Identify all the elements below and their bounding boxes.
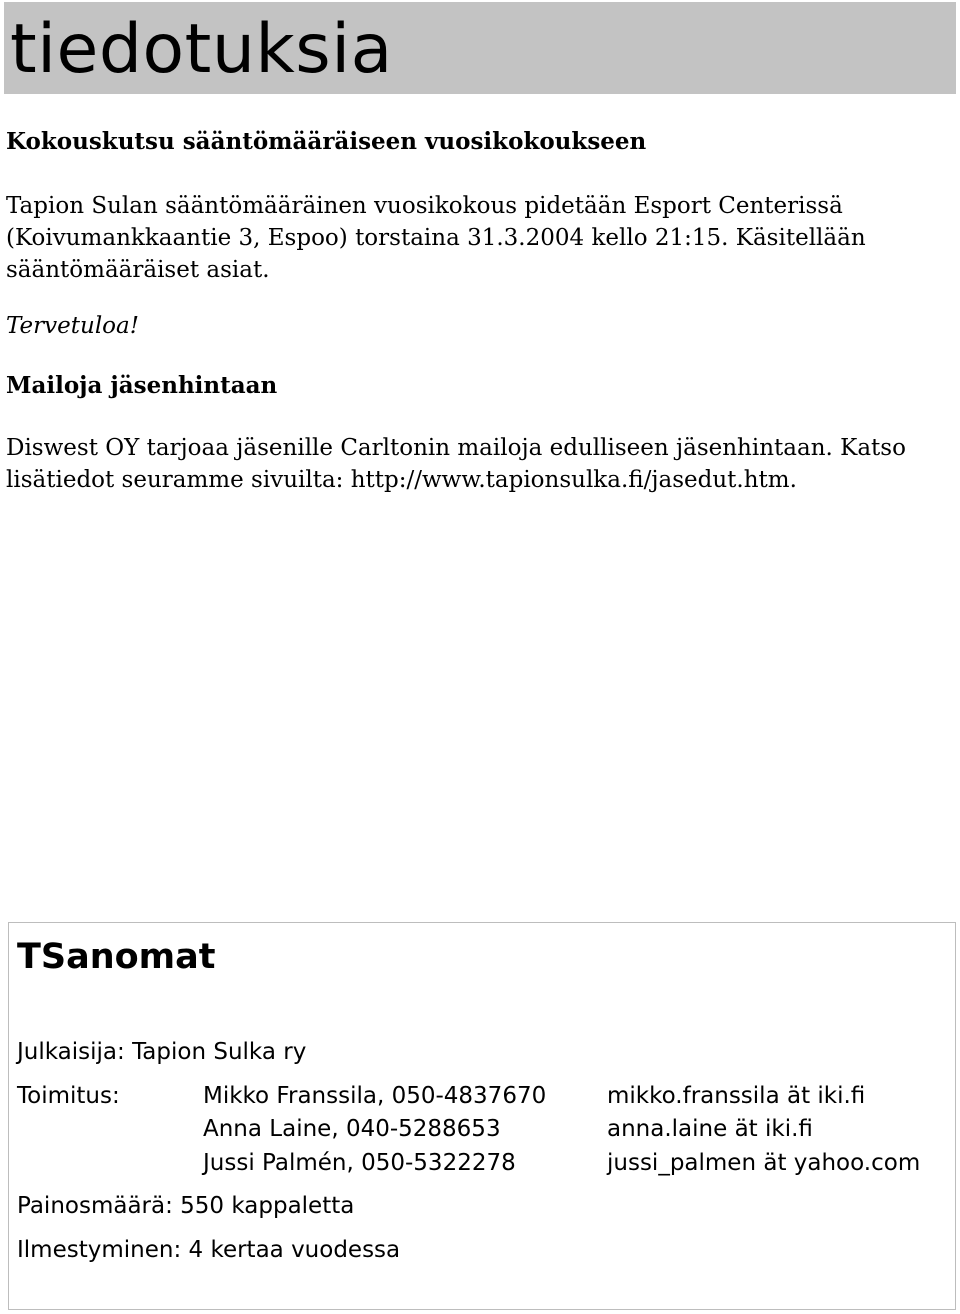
- editor-name-phone: Anna Laine, 040-5288653: [203, 1116, 501, 1142]
- colophon-box: [8, 922, 956, 1310]
- article-heading-meeting: Kokouskutsu sääntömääräiseen vuosikokoukseen: [6, 128, 647, 155]
- article-body-meeting: Tapion Sulan sääntömääräinen vuosikokous pidetään Esport Centerissä (Koivumankkaantie 3, Espoo) torstaina 31.3.2004 kello 21:15. Käsitellään sääntömääräiset asiat.: [6, 193, 866, 283]
- header-banner: [4, 2, 956, 94]
- article-closing-welcome: Tervetuloa!: [6, 313, 139, 339]
- editor-email: anna.laine ät iki.fi: [607, 1116, 813, 1142]
- print-run-line: Painosmäärä: 550 kappaletta: [17, 1193, 355, 1219]
- editors-label: Toimitus:: [17, 1083, 120, 1109]
- editor-email: jussi_palmen ät yahoo.com: [607, 1150, 921, 1176]
- article-body-rackets: Diswest OY tarjoaa jäsenille Carltonin mailoja edulliseen jäsenhintaan. Katso lisätiedot seuramme sivuilta: http://www.tapionsulka.fi/jasedut.htm.: [6, 435, 906, 493]
- publisher-line: Julkaisija: Tapion Sulka ry: [17, 1039, 307, 1065]
- editor-name-phone: Mikko Franssila, 050-4837670: [203, 1083, 547, 1109]
- page-title: tiedotuksia: [10, 10, 393, 89]
- frequency-line: Ilmestyminen: 4 kertaa vuodessa: [17, 1237, 401, 1263]
- article-heading-rackets: Mailoja jäsenhintaan: [6, 372, 278, 399]
- editor-email: mikko.franssila ät iki.fi: [607, 1083, 866, 1109]
- colophon-title: TSanomat: [17, 937, 216, 977]
- editor-name-phone: Jussi Palmén, 050-5322278: [203, 1150, 516, 1176]
